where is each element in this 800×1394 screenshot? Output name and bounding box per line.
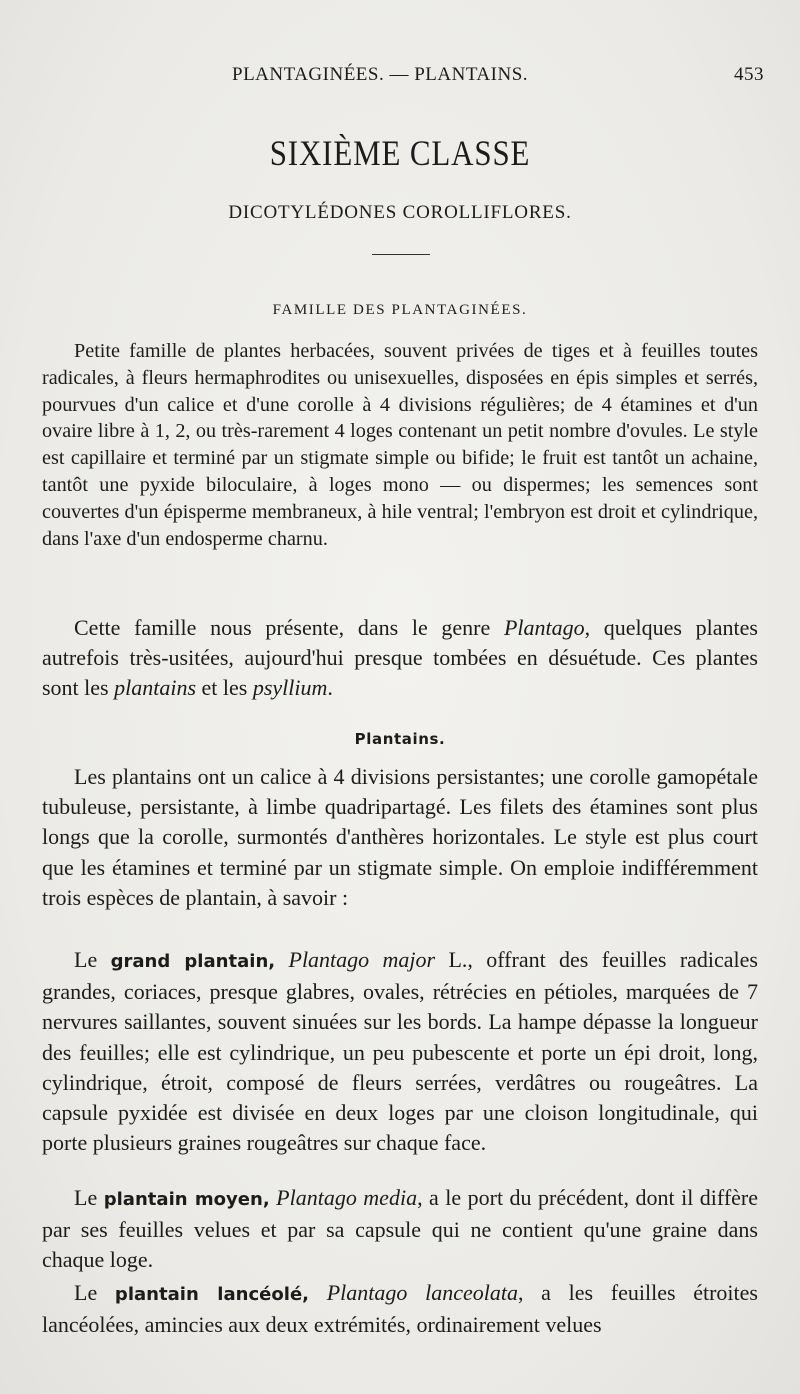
paragraph-plantain-moyen — [42, 1183, 758, 1276]
paragraph-text: Le — [74, 1185, 104, 1210]
paragraph-text: L., offrant des feuilles radicales grandes, coriaces, presque glabres, ovales, rétrécies en pétioles, marquées de 7 nervures saillantes, souvent sinuées sur les bords. La hampe dépasse la longueur des feuilles; elle est cylindrique, un peu pubescente et porte un épi droit, long, cylindrique, étroit, composé de fleurs serrées, verdâtres ou rougeâtres. La capsule pyxidée est divisée en deux loges par une cloison longitudinale, qui porte plusieurs graines rougeâtres sur chaque face. — [42, 947, 758, 1156]
genus-name: Plantago — [503, 615, 585, 640]
species-latin-name: Plantago lanceolata — [309, 1280, 518, 1305]
paragraph-text: Les plantains ont un calice à 4 divisions persistantes; une corolle gamopétale tubuleuse, persistante, à limbe quadripartagé. Les filets des étamines sont plus longs que la corolle, surmontés d'anthères horizontales. Le style est plus court que les étamines et terminé par un stigmate simple. On emploie indifféremment trois espèces de plantain, à savoir : — [42, 764, 758, 910]
family-title: FAMILLE DES PLANTAGINÉES. — [272, 302, 528, 318]
paragraph-text: , quelques plantes autrefois très-usitées, aujourd'hui presque tombées en désuétude. Ces plantes sont les — [42, 615, 758, 700]
paragraph-text: . — [327, 675, 333, 700]
paragraph-text: , a le port du précédent, dont il diffère par ses feuilles velues et par sa capsule qui ne contient qu'une graine dans chaque loge. — [42, 1185, 759, 1273]
paragraph-grand-plantain — [42, 945, 758, 1158]
paragraph-genus-intro — [42, 613, 758, 703]
running-head — [0, 64, 800, 88]
subclass-title: DICOTYLÉDONES COROLLIFLORES. — [228, 202, 572, 223]
paragraph-text: et les — [196, 675, 253, 700]
paragraph-text: , a les feuilles étroites lancéolées, amincies aux deux extrémités, ordinairement velues — [42, 1280, 758, 1338]
paragraph-plantain-lanceole — [42, 1278, 758, 1340]
paragraph-text: Le — [74, 1280, 115, 1305]
psyllium-term: psyllium — [252, 675, 328, 700]
class-title: SIXIÈME CLASSE — [269, 133, 531, 173]
species-latin-name: Plantago media — [269, 1185, 418, 1210]
running-title: PLANTAGINÉES. — PLANTAINS. — [232, 64, 529, 85]
paragraph-text: Le — [74, 947, 111, 972]
paragraph-text: Cette famille nous présente, dans le genre — [74, 615, 504, 640]
page-number: 453 — [734, 64, 764, 85]
species-common-name: plantain moyen, — [103, 1189, 270, 1210]
species-common-name: grand plantain, — [110, 951, 276, 972]
paragraph-family-description — [42, 338, 758, 552]
species-common-name: plantain lancéolé, — [114, 1284, 310, 1305]
divider-rule — [372, 254, 430, 255]
section-heading: Plantains. — [354, 730, 446, 748]
species-latin-name: Plantago major — [275, 947, 436, 972]
paragraph-plantains-description — [42, 762, 758, 913]
plantains-term: plantains — [114, 675, 197, 700]
paragraph-text: Petite famille de plantes herbacées, souvent privées de tiges et à feuilles toutes radicales, à fleurs hermaphrodites ou unisexuelles, disposées en épis simples et serrés, pourvues d'un calice et d'une corolle à 4 divisions régulières; de 4 étamines et d'un ovaire libre à 1, 2, ou très-rarement 4 loges contenant un petit nombre d'ovules. Le style est capillaire et terminé par un stigmate simple ou bifide; le fruit est tantôt un achaine, tantôt une pyxide biloculaire, à loges mono — ou dispermes; les semences sont couvertes d'un épisperme membraneux, à hile ventral; l'embryon est droit et cylindrique, dans l'axe d'un endosperme charnu. — [42, 340, 758, 550]
